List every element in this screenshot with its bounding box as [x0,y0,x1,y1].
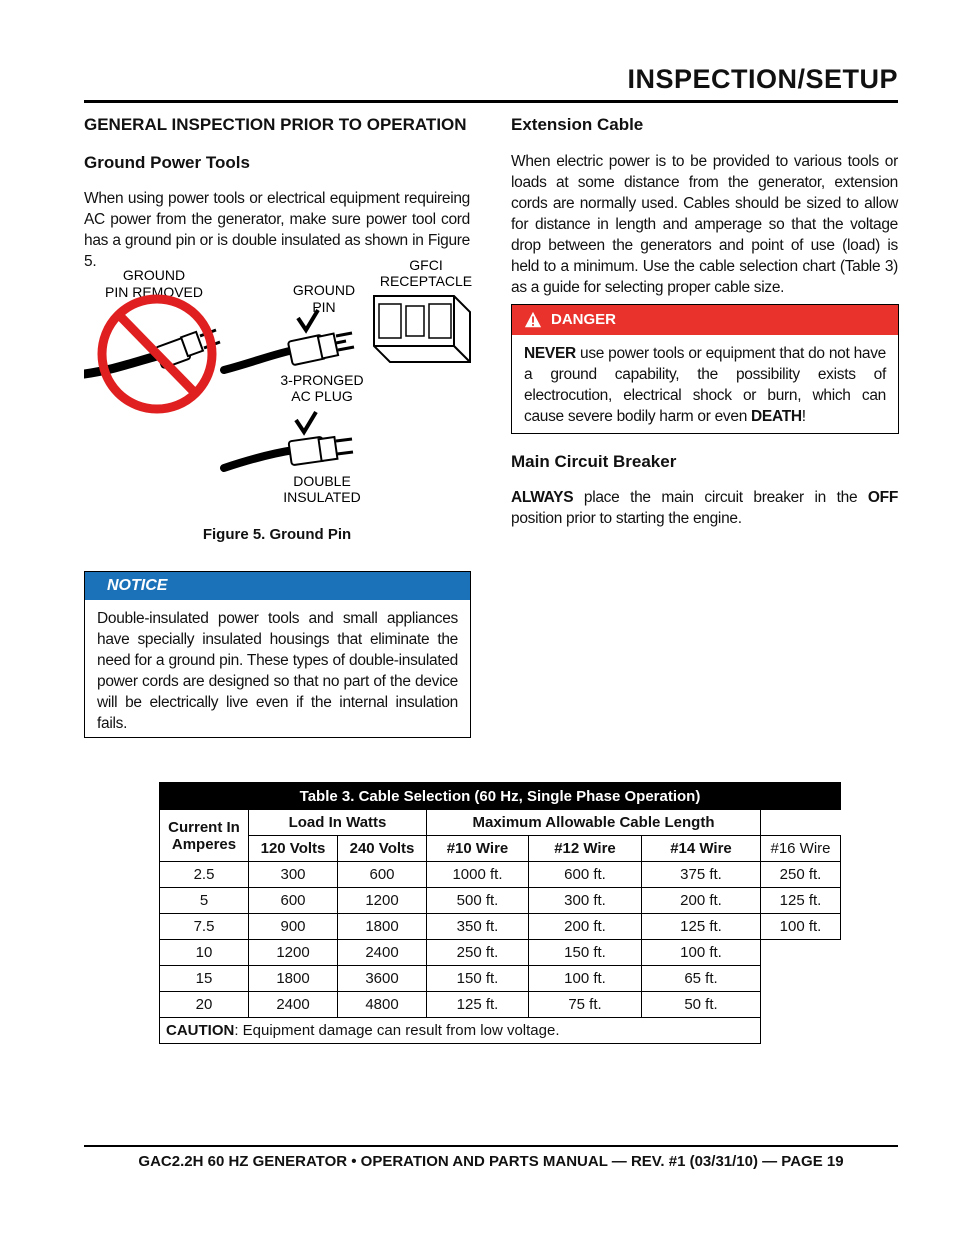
table-row [160,940,841,966]
ground-tools-paragraph: When using power tools or electrical equipment requireing AC power from the generator, make sure power tool cord has a ground pin or is double insulated as shown in Figure 5. [84,190,470,270]
danger-body: use power tools or equipment that do not have a ground capability, the possibility exists of electrocution, electrical shock or burn, which can cause severe bodily harm or even [524,345,886,425]
caution-note [160,1018,761,1044]
cell: 2400 [338,940,427,966]
breaker-text-wrapper [511,487,898,529]
table-row [160,862,841,888]
breaker-paragraph [511,487,898,529]
figure-caption: Figure 5. Ground Pin [202,526,352,543]
cell: 600 ft. [529,862,642,888]
cell: 50 ft. [642,992,761,1018]
label-double-1: DOUBLE [293,473,351,489]
cell: 75 ft. [529,992,642,1018]
three-pronged-plug-icon [224,310,354,370]
notice-box [84,571,471,738]
extension-text-wrapper [511,151,898,298]
warning-triangle-icon [524,311,542,329]
header-blank [761,810,841,836]
label-double-2: INSULATED [283,489,361,505]
header-load: Load In Watts [249,810,427,836]
extension-title-wrapper [511,115,898,135]
label-3pronged-2: AC PLUG [291,388,353,404]
extension-cable-title: Extension Cable [511,115,644,134]
header-rule [84,100,898,103]
cell: 2.5 [160,862,249,888]
table-row [160,914,841,940]
caution-row [160,1018,841,1044]
header-14-wire: #14 Wire [642,836,761,862]
header-120-volts: 120 Volts [249,836,338,862]
cell: 10 [160,940,249,966]
label-ground-removed-1: GROUND [122,267,186,283]
cell: 100 ft. [529,966,642,992]
ground-pin-illustration [84,258,476,516]
danger-never: NEVER [524,345,576,362]
danger-end: ! [801,408,806,425]
cell: 125 ft. [642,914,761,940]
cell: 5 [160,888,249,914]
table-row [160,992,841,1018]
label-ground-removed-2: PIN REMOVED [104,284,204,300]
cell: 1000 ft. [427,862,529,888]
cell: 250 ft. [761,862,841,888]
breaker-always: ALWAYS [511,489,574,506]
cell: 300 ft. [529,888,642,914]
label-gfci-2: RECEPTACLE [379,273,473,289]
cell: 250 ft. [427,940,529,966]
main-circuit-breaker-title: Main Circuit Breaker [511,452,677,471]
danger-text [512,335,898,427]
table-row [160,888,841,914]
gfci-receptacle-icon [374,296,470,362]
caution-label: CAUTION [166,1022,235,1039]
cell: 1200 [338,888,427,914]
breaker-off: OFF [867,489,898,506]
label-ground-pin-2: PIN [312,299,336,315]
cell: 2400 [249,992,338,1018]
notice-heading: NOTICE [85,572,470,600]
figure-ground-pin [84,258,476,516]
breaker-text-1: place the main circuit breaker in the [573,489,868,506]
cell: 200 ft. [642,888,761,914]
cell: 4800 [338,992,427,1018]
empty-cell [761,992,841,1018]
danger-death: DEATH [751,408,802,425]
cell: 125 ft. [427,992,529,1018]
empty-cell [761,1018,841,1044]
danger-header [512,305,898,335]
page-footer: GAC2.2H 60 HZ GENERATOR • OPERATION AND PARTS MANUAL — REV. #1 (03/31/10) — PAGE 19 [138,1153,844,1170]
section-title-wrapper [84,115,470,135]
section-title: GENERAL INSPECTION PRIOR TO OPERATION [84,115,467,134]
header-max-length: Maximum Allowable Cable Length [427,810,761,836]
cell: 125 ft. [761,888,841,914]
table-caption: Table 3. Cable Selection (60 Hz, Single Phase Operation) [160,783,841,810]
cell: 150 ft. [529,940,642,966]
subtitle-wrapper [84,153,470,173]
caution-text: : Equipment damage can result from low voltage. [234,1022,560,1039]
ground-power-tools-title: Ground Power Tools [84,153,250,172]
label-ground-pin-1: GROUND [292,282,356,298]
header-current: Current In Amperes [160,810,249,862]
danger-box [511,304,899,434]
cell: 3600 [338,966,427,992]
double-insulated-plug-icon [224,412,353,468]
breaker-title-wrapper [511,452,898,472]
label-3pronged-1: 3-PRONGED [280,372,364,388]
page-title: INSPECTION/SETUP [627,64,898,94]
notice-text: Double-insulated power tools and small appliances have specially insulated housings that eliminate the need for a ground pin. These types of double-insulated power cords are designed so that no part of the device will be electrically live even if the internal insulation fails. [97,610,458,732]
cell: 1800 [338,914,427,940]
cell: 300 [249,862,338,888]
cell: 500 ft. [427,888,529,914]
cell: 200 ft. [529,914,642,940]
footer-rule [84,1145,898,1147]
header-12-wire: #12 Wire [529,836,642,862]
label-gfci-1: GFCI [409,258,443,273]
cell: 65 ft. [642,966,761,992]
cell: 1200 [249,940,338,966]
cell: 600 [249,888,338,914]
cell: 100 ft. [761,914,841,940]
breaker-text-2: position prior to starting the engine. [511,510,742,527]
no-ground-plug-icon [84,299,220,409]
cell: 100 ft. [642,940,761,966]
extension-cable-paragraph: When electric power is to be provided to various tools or loads at some distance from the generator, extension cords are normally used. Cables should be sized to allow for distance in length and amperage so that the voltage drop between the generators and point of use (load) is held to a minimum. Use the cable selection chart (Table 3) as a guide for selecting proper cable size. [511,153,898,296]
cell: 350 ft. [427,914,529,940]
header-240-volts: 240 Volts [338,836,427,862]
empty-cell [761,966,841,992]
table-row [160,966,841,992]
cell: 20 [160,992,249,1018]
cell: 375 ft. [642,862,761,888]
cell: 150 ft. [427,966,529,992]
header-10-wire: #10 Wire [427,836,529,862]
danger-heading: DANGER [551,311,617,328]
header-16-wire: #16 Wire [761,836,841,862]
cell: 7.5 [160,914,249,940]
cell: 1800 [249,966,338,992]
empty-cell [761,940,841,966]
cell: 900 [249,914,338,940]
cell: 15 [160,966,249,992]
cell: 600 [338,862,427,888]
cable-selection-table [159,782,841,1044]
